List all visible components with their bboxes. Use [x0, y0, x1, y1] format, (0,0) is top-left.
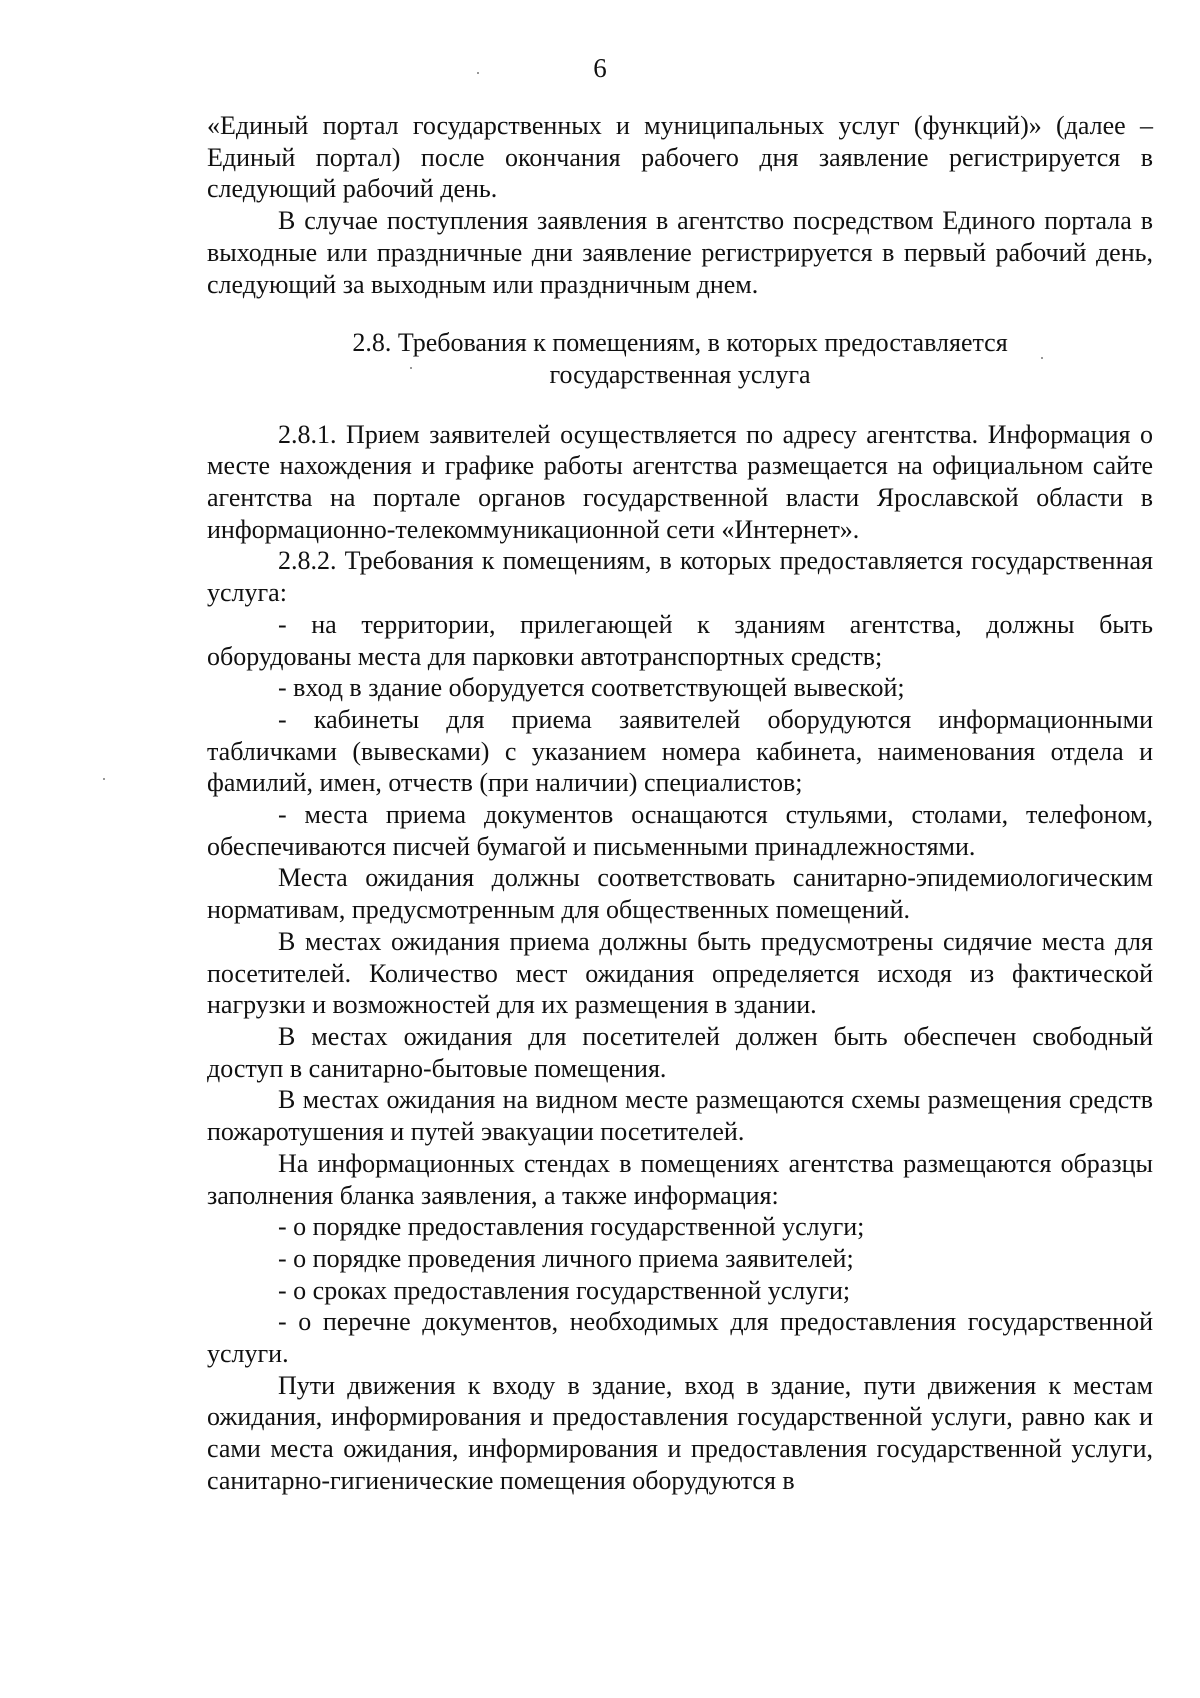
list-item: - о порядке предоставления государственной услуги; — [278, 1212, 865, 1242]
section-heading-line: государственная услуга — [549, 359, 811, 389]
scan-speck — [103, 778, 105, 780]
paragraph: 2.8.2. Требования к помещениям, в которых предоставляется государственная услуга: — [207, 546, 1153, 608]
list-item: - вход в здание оборудуется соответствующей вывеской; — [278, 673, 905, 703]
paragraph: Места ожидания должны соответствовать санитарно-эпидемиологическим нормативам, предусмотренным для общественных помещений. — [207, 863, 1153, 925]
paragraph: В местах ожидания на видном месте размещаются схемы размещения средств пожаротушения и путей эвакуации посетителей. — [207, 1085, 1153, 1147]
paragraph: В случае поступления заявления в агентство посредством Единого портала в выходные или праздничные дни заявление регистрируется в первый рабочий день, следующий за выходным или праздничным днем. — [207, 206, 1153, 299]
list-item: - на территории, прилегающей к зданиям агентства, должны быть оборудованы места для парковки автотранспортных средств; — [207, 609, 1153, 671]
paragraph: В местах ожидания приема должны быть предусмотрены сидячие места для посетителей. Количество мест ожидания определяется исходя из фактической нагрузки и возможностей для их размещения в здании. — [207, 926, 1153, 1020]
list-item: - о перечне документов, необходимых для предоставления государственной услуги. — [207, 1307, 1153, 1369]
list-item: - места приема документов оснащаются стульями, столами, телефоном, обеспечиваются писчей бумагой и письменными принадлежностями. — [207, 800, 1153, 861]
list-item: - о сроках предоставления государственной услуги; — [278, 1275, 851, 1305]
paragraph: Пути движения к входу в здание, вход в здание, пути движения к местам ожидания, информирования и предоставления государственной услуги, равно как и сами места ожидания, информирования и предоставления государственной услуги, санитарно-гигиенические помещения оборудуются в — [207, 1370, 1153, 1495]
paragraph: 2.8.1. Прием заявителей осуществляется по адресу агентства. Информация о месте нахождения и графике работы агентства размещается на официальном сайте агентства на портале органов государственной власти Ярославской области в информационно-телекоммуникационной сети «Интернет». — [207, 419, 1153, 544]
scan-speck — [1041, 357, 1043, 359]
scan-speck — [477, 72, 479, 74]
page-number: 6 — [593, 53, 607, 83]
document-body — [207, 110, 1153, 1497]
paragraph: В местах ожидания для посетителей должен быть обеспечен свободный доступ в санитарно-бытовые помещения. — [207, 1021, 1153, 1083]
section-heading-line: 2.8. Требования к помещениям, в которых предоставляется — [352, 328, 1008, 358]
list-item: - кабинеты для приема заявителей оборудуются информационными табличками (вывесками) с указанием номера кабинета, наименования отдела и фамилий, имен, отчеств (при наличии) специалистов; — [207, 704, 1153, 798]
paragraph: На информационных стендах в помещениях агентства размещаются образцы заполнения бланка заявления, а также информация: — [207, 1148, 1153, 1210]
paragraph: «Единый портал государственных и муниципальных услуг (функций)» (далее – Единый портал) после окончания рабочего дня заявление регистрируется в следующий рабочий день. — [207, 111, 1153, 204]
section-heading — [207, 327, 1153, 390]
list-item: - о порядке проведения личного приема заявителей; — [278, 1243, 854, 1273]
scan-speck — [410, 367, 412, 369]
